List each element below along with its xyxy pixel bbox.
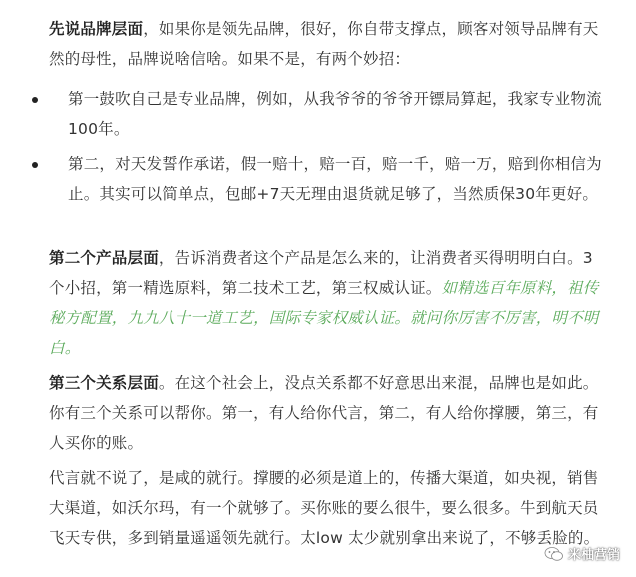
paragraph-product-level-example: 如精选百年原料，祖传秘方配置，九九八十一道工艺，国际专家权威认证。就问你厉害不厉害，明不明白。 [49,279,599,357]
bullet-item-professional-brand: 第一鼓吹自己是专业品牌，例如，从我爷爷的爷爷开镖局算起，我家专业物流100年。 [68,90,602,138]
paragraph-product-level [49,243,605,363]
paragraph-brand-level [49,14,605,74]
wechat-icon [544,546,564,562]
paragraph-brand-level-text: ，如果你是领先品牌，很好，你自带支撑点，顾客对领导品牌有天然的母性，品牌说啥信啥。如果不是，有两个妙招： [49,20,599,68]
paragraph-brand-level-heading: 先说品牌层面 [49,20,144,38]
paragraph-endorsement: 代言就不说了，是咸的就行。撑腰的必须是道上的，传播大渠道，如央视，销售大渠道，如沃尔玛，有一个就够了。买你账的要么很牛，要么很多。牛到航天员飞天专供，多到销量遥遥领先就行。太low 太少就别拿出来说了，不够丢脸的。 [49,469,600,547]
paragraph-relationship-level-text: 。在这个社会上，没点关系都不好意思出来混，品牌也是如此。你有三个关系可以帮你。第一，有人给你代言，第二，有人给你撑腰，第三，有人买你的账。 [49,374,599,452]
bullet-dot [32,162,38,168]
watermark [544,544,620,563]
paragraph-product-level-text: ，告诉消费者这个产品是怎么来的，让消费者买得明明白白。3个小招，第一精选原料，第二技术工艺，第三权威认证。 [49,249,593,297]
bullet-item-promise: 第二，对天发誓作承诺，假一赔十，赔一百，赔一千，赔一万，赔到你相信为止。其实可以简单点，包邮+7天无理由退货就足够了，当然质保30年更好。 [68,155,602,203]
paragraph-relationship-level-heading: 第三个关系层面 [49,374,159,392]
paragraph-relationship-level [49,368,605,458]
bullet-dot [32,97,38,103]
paragraph-product-level-heading: 第二个产品层面 [49,249,159,267]
watermark-text: 米柚营销 [567,548,620,563]
